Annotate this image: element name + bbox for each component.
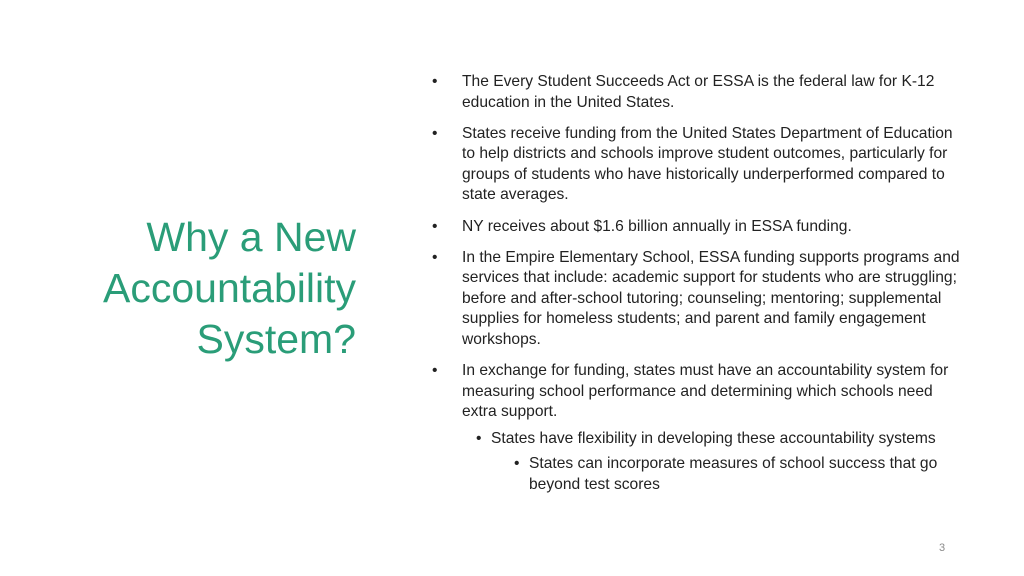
sub-sub-bullet-item <box>430 454 960 495</box>
bullet-item <box>430 217 960 238</box>
bullet-icon: • <box>432 73 438 90</box>
sub-sub-bullet-text: States can incorporate measures of school success that go beyond test scores <box>529 455 938 493</box>
bullet-icon: • <box>476 430 482 448</box>
title-line: Accountability <box>103 265 356 311</box>
bullet-item <box>430 72 960 113</box>
slide-title <box>60 212 356 365</box>
sub-bullet-text: States have flexibility in developing these accountability systems <box>491 430 936 448</box>
bullet-text: States receive funding from the United States Department of Education to help districts and schools improve student outcomes, particularly for groups of students who have historically underperformed compared to state averages. <box>462 124 953 204</box>
bullet-list <box>430 72 960 495</box>
bullet-icon: • <box>432 362 438 380</box>
bullet-text: The Every Student Succeeds Act or ESSA is the federal law for K-12 education in the United States. <box>462 73 935 111</box>
bullet-text: In exchange for funding, states must have an accountability system for measuring school performance and determining which schools need extra support. <box>462 362 949 421</box>
bullet-text: In the Empire Elementary School, ESSA funding supports programs and services that include: academic support for students who are struggling; before and after-school tutoring; counseling; mentoring; supplemental supplies for homeless students; and parent and family engagement workshops. <box>462 248 960 349</box>
title-line: System? <box>196 316 356 362</box>
bullet-icon: • <box>432 217 438 235</box>
bullet-item <box>430 248 960 351</box>
bullet-item <box>430 361 960 423</box>
bullet-icon: • <box>514 455 520 472</box>
bullet-icon: • <box>432 124 438 142</box>
bullet-item <box>430 124 960 206</box>
bullet-icon: • <box>432 248 438 266</box>
page-number: 3 <box>938 542 946 554</box>
sub-bullet-item <box>430 429 960 450</box>
bullet-text: NY receives about $1.6 billion annually in ESSA funding. <box>462 217 852 235</box>
title-line: Why a New <box>146 214 356 260</box>
